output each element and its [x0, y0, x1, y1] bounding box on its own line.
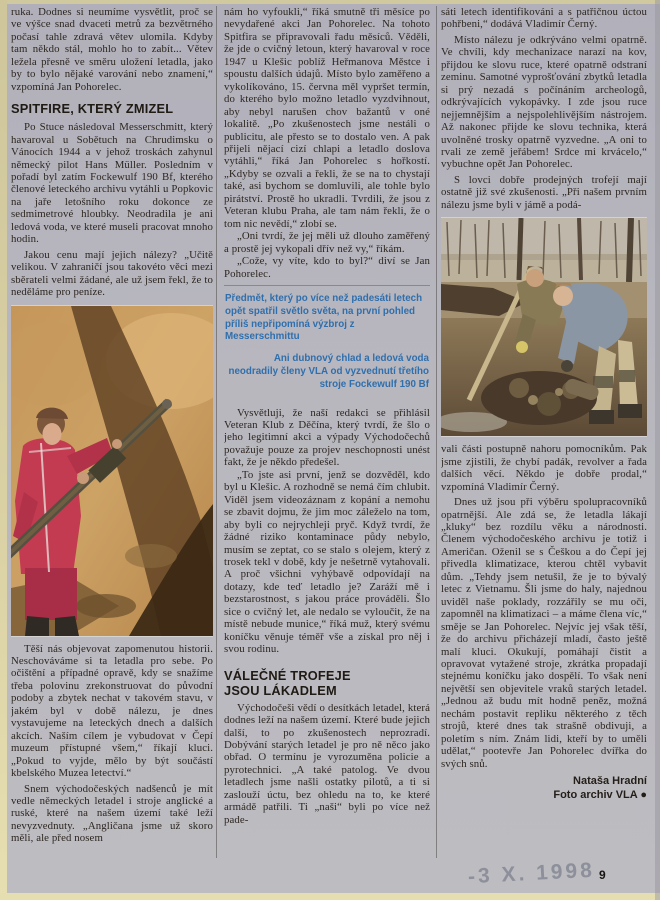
- section-heading-trofeje: VÁLEČNÉ TROFEJE JSOU LÁKADLEM: [224, 667, 351, 698]
- paragraph: Těší nás objevovat zapomenutou historii. Neschováváme si ta letadla pro sebe. Po očištění a případné opravě, kdy se snažíme třeba polovinu zrekonstruovat do původní podoby a zbytek nechat v takovém stavu, v jakém byl v době nálezu, je dnes vystavujeme na leteckých dnech a dalších akcích. Naším cílem je vybudovat v Čepí muzeum přístupné všem,“ říkají kluci. „Pokud to vyjde, mělo by být součástí kbelského Muzea letectví.“: [11, 642, 213, 780]
- column-left: [11, 6, 213, 894]
- paragraph: Snem východočeských nadšenců je mít vedle německých letadel i stroje anglické a ruské, které na našem území také leží nevyzvednuty. „Angličana jsme už skoro měli, ale před nosem: [11, 782, 213, 845]
- section-heading-spitfire: SPITFIRE, KTERÝ ZMIZEL: [11, 101, 174, 117]
- photo-caption-block: [224, 285, 430, 396]
- byline: [441, 774, 647, 802]
- paragraph: Vysvětluji, že naší redakci se přihlásil Veteran Klub z Děčína, který tvrdí, že šlo o jeho legitimní akci a výpady Východočechů považuje pouze za projev neschopnosti unést fakt, že je někdo předešel.: [224, 406, 430, 469]
- field-photo-graphic: [441, 218, 647, 436]
- column-right: [441, 6, 647, 894]
- paragraph: „Oni tvrdí, že jej měli už dlouho zaměřený a prostě jej vykopali dřív než vy,“ říkám.: [224, 230, 430, 255]
- paragraph: ruka. Dodnes si neumíme vysvětlit, proč se ve výšce snad dvaceti metrů za bezvětrného počasí tahle zdravá větev ulomila. Kdyby tam někdo stál, mohlo ho to zabít... Větev ležela přesně ve směru uložení letadla, jako by to bylo nějaké varování nebo znamení,“ vzpomíná Jan Pohorelec.: [11, 6, 213, 93]
- column-divider: [436, 6, 437, 858]
- paragraph: sáti letech identifikováni a s patřičnou úctou pohřbeni,“ dodává Vladimír Černý.: [441, 6, 647, 31]
- photo-caption-messerschmitt: Předmět, který po více než padesáti letech opět spatřil světlo světa, na první pohled příliš nepřipomíná výzbroj z Messerschmittu: [225, 292, 423, 343]
- paragraph: „Cože, vy víte, kdo to byl?“ diví se Jan Pohorelec.: [224, 255, 430, 280]
- page-number: 9: [599, 868, 606, 882]
- paragraph: Jakou cenu mají jejich nálezy? „Učitě velikou. V zahraničí jsou takovéto věci mezi sběrateli velmi žádané, ale už jsem řekl, že to neděláme pro peníze.: [11, 248, 213, 299]
- field-excavation-photo: [441, 218, 647, 436]
- author-name: Nataša Hradní: [573, 775, 647, 788]
- scan-edge-right: [655, 0, 660, 900]
- paragraph: Dnes už jsou při výběru spolupracovníků opatrnější. Ale zdá se, že letadla lákají „kluky“ bez rozdílu věku a národnosti. Členem východočeského archivu je totiž i Američan. Oženil se s Češkou a do Čepí jej přivedla klimatizace, kterou chtěl vybavit dům. „Tehdy jsem netušil, že je to bývalý letec z Vietnamu. Šli jsme do haly, najednou uviděl naše poklady, rozzářily se mu oči, zapomněl na klimatizaci – a máme člena víc,“ směje se Jan Pohorelec. Nejvíc jej však těší, že do archivu přicházejí mladí, často ještě malí kluci. Okukují, pomáhají čistit a opravovat vytažené stroje, zkrátka propadají stejnému koníčku jako dospělí. To však není největší sen objevitele vraků starých letadel. „Jednou až budu mít hodně peněz, možná nechám postavit repliku některého z těch strojů, které dnes tak strašně obdivuji, a poletím s ním. Znám lidi, kteří by to uměli udělat,“ pootevře Jan Pohorelec dvířka do svých snů.: [441, 496, 647, 770]
- scan-edge-top: [0, 0, 660, 4]
- paragraph: Místo nálezu je odkrýváno velmi opatrně. Ve chvíli, kdy mechanizace narazí na kov, přijdou ke slovu ruce, které opatrně odstraní zeminu. Samotné vyprošťování zbytků letadla si prý nezadá s počínáním archeologů, odkrývajících vykopávky. I zde jsou ruce nejjemnějším a nejspolehlivějším nástrojem. Až nakonec přijde ke slovu technika, která uvolněné trosky opatrně vyzvedne. „A oni to rvali ze země jeřábem! Srdce mi krvácelo,“ vybuchne opět Jan Pohorelec.: [441, 33, 647, 171]
- paragraph: Východočeši vědí o desítkách letadel, která dodnes leží na našem území. Které bude jejich další, to po zkušenostech neprozradí. Dobývání starých letadel je pro ně něco jako obřad. O termínu je vyrozuměna policie a pyrotechnici. „A také patolog. Ve dvou letadlech jsme našli ostatky pilotů, a ti si zaslouží úctu, bez ohledu na to, ke které armádě patřili. Ti „naši“ byli po více než pade-: [224, 701, 430, 826]
- paragraph: Po Stuce následoval Messerschmitt, který havaroval u Sobětuch na Chrudimsku o Vánocích 1944 a v jehož troskách zahynul německý pilot Hans Müller. Posledním v pořadí byl zatím Fockewulf 190 Bf, kterého členové leteckého archivu vytáhli u Popkovic na jaře letošního roku dokonce ze sedmimetrové hloubky. Neodradila je ani ledová voda, ve které museli pracovat mnoho hodin.: [11, 121, 213, 246]
- paragraph: „To jste asi první, jenž se dozvěděl, kdo byl u Klešic. A rozhodně se nemá čím chlubit. Viděl jsem videozáznam z kopání a nemohu se zbavit dojmu, že jim moc záleželo na tom, aby byli co nejrychleji pryč. Když tvrdí, že žádné riziko kontaminace půdy nebylo, musím se zeptat, co se stalo s olejem, který z trosek tekl v době, kdy je nešetrně vytahovali. A proč všichni vyhýbavě odpovídají na dotazy, kde teď letadlo je? Zaráží mě i bezstarostnost, s jakou práce prováděli. Šlo sice o cvičný let, ale nedalo se vyloučit, že na místě nebude munice,“ říká muž, který svému koníčku věnuje téměř vše a získal pro něj i svou rodinu.: [224, 468, 430, 656]
- photo-caption-fockewulf: Ani dubnový chlad a ledová voda neodradily členy VLA od vyzvednutí třetího stroje Fockewulf 190 Bf: [228, 353, 429, 390]
- column-divider: [216, 6, 217, 858]
- photo-credit: Foto archiv VLA ●: [553, 789, 647, 802]
- paragraph: nám ho vyfoukli,“ říká smutně tři měsíce po nevydařené akci Jan Pohorelec. Na tohoto Spitfira se připravovali řadu měsíců. Věděli, že jde o cvičný letoun, který havaroval v roce 1947 u Klešic poblíž Heřmanova Městce i spoustu dalších údajů. Místo bylo zaměřeno a vykolíkováno, 15. června měl vypršet termín, do kterého bylo možno letadlo vyzdvihnout, aby nebyl narušen chov bažantů v oné lokalitě. „Po zkušenostech jsme nestáli o publicitu, ale přesto se to dostalo ven. A pak přijeli nějací cizí chlapi a letadlo doslova vytáhli,“ říká Jan Pohorelec s hořkostí. „Kdyby se ozvali a řekli, že se na to chystají také, asi bychom se domluvili, ale tohle bylo pirátství. Prostě ho ukradli. Tvrdili, že jsou z Veteran klubu Praha, ale tam nám řekli, že o tom nic nevědí,“ zlobí se.: [224, 6, 430, 230]
- paragraph: S lovci dobře prodejných trofejí mají ostatně již své zkušenosti. „Při našem prvním nálezu jsme byli v jámě a podá-: [441, 173, 647, 211]
- scan-edge-left: [0, 0, 7, 900]
- pit-photo-graphic: [11, 306, 213, 636]
- pit-machine-gun-photo: [11, 306, 213, 636]
- column-middle: [224, 6, 430, 894]
- date-stamp: -3 X. 1998: [467, 858, 596, 889]
- scan-edge-bottom: [0, 893, 660, 900]
- paragraph: vali části postupně nahoru pomocníkům. Pak jsme zjistili, že chybí padák, revolver a řada dalších věcí. Někdo je dobře prodal,“ vzpomíná Vladimír Černý.: [441, 443, 647, 493]
